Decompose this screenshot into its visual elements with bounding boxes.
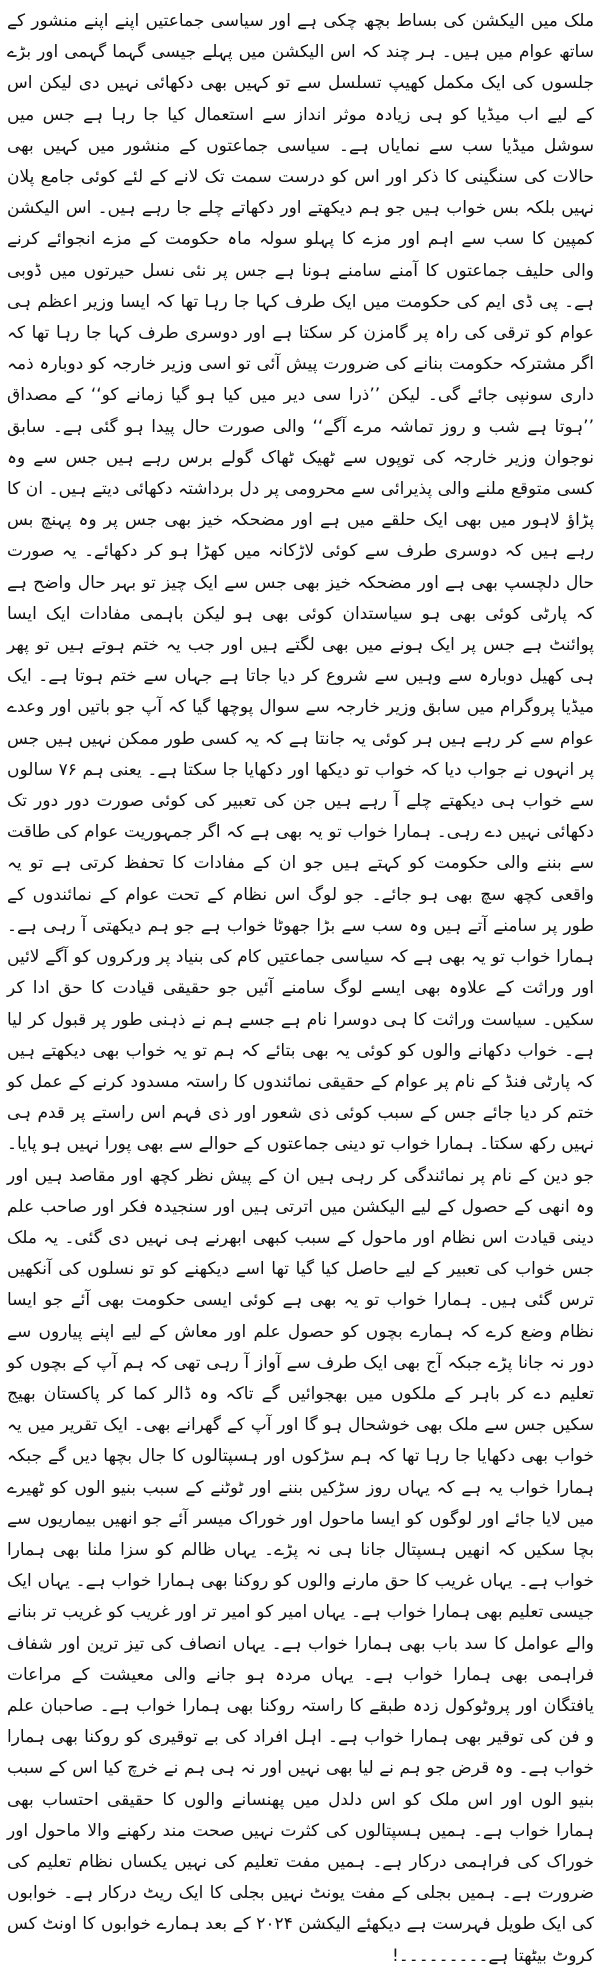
- article-text: ملک میں الیکشن کی بساط بچھ چکی ہے اور سیاسی جماعتیں اپنے اپنے منشور کے ساتھ عوام میں ہیں۔ ہر چند کہ اس الیکشن میں پہلے جیسی گہما گہمی اور بڑے جلسوں کی ایک مکمل کھیپ تسلسل سے تو کہیں بھی دکھائی نہیں دی لیکن اس کے لیے اب میڈیا کو ہی زیادہ موثر انداز سے استعمال کیا جا رہا ہے جس میں سوشل میڈیا سب سے نمایاں ہے۔ سیاسی جماعتوں کے منشور میں کہیں بھی حالات کی سنگینی کا ذکر اور اس کو درست سمت تک لانے کے لئے کوئی جامع پلان نہیں بلکہ بس خواب ہیں جو ہم دیکھتے اور دکھاتے چلے جا رہے ہیں۔ اس الیکشن کمپین کا سب سے اہم اور مزے کا پہلو سولہ ماہ حکومت کے مزے انجوائے کرنے والی حلیف جماعتوں کا آمنے سامنے ہونا ہے جس پر نئی نسل حیرتوں میں ڈوبی ہے۔ پی ڈی ایم کی حکومت میں ایک طرف کہا جا رہا تھا کہ ایسا وزیر اعظم ہی عوام کو ترقی کی راہ پر گامزن کر سکتا ہے اور دوسری طرف کہا جا رہا تھا کہ اگر مشترکہ حکومت بنانے کی ضرورت پیش آئی تو اسی وزیر خارجہ کو دوبارہ ذمہ داری سونپی جائے گی۔ لیکن ’’ذرا سی دیر میں کیا ہو گیا زمانے کو‘‘ کے مصداق ’’ہوتا ہے شب و روز تماشہ مرے آگے‘‘ والی صورت حال پیدا ہو گئی ہے۔ سابق نوجوان وزیر خارجہ کی توپوں سے ٹھیک ٹھاک گولے برس رہے ہیں جس سے وہ کسی متوقع ملنے والی پذیرائی سے محرومی پر دل برداشتہ دکھائی دیتے ہیں۔ ان کا پڑاؤ لاہور میں بھی ایک حلقے میں ہے اور مضحکہ خیز بھی جس پر وہ پہنچ بس رہے ہیں کہ دوسری طرف سے کوئی لاڑکانہ میں کھڑا ہو کر دکھائے۔ یہ صورت حال دلچسپ بھی ہے اور مضحکہ خیز بھی جس سے ایک چیز تو بہر حال واضح ہے کہ پارٹی کوئی بھی ہو سیاستدان کوئی بھی ہو لیکن باہمی مفادات ایک ایسا پوائنٹ ہے جس پر ایک ہونے میں بھی لگتے ہیں اور جب یہ ختم ہوتے ہیں تو پھر ہی کھیل دوبارہ سے وہیں سے شروع کر دیا جاتا ہے جہاں سے ختم ہوتا ہے۔ ایک میڈیا پروگرام میں سابق وزیر خارجہ سے سوال پوچھا گیا کہ آپ جو باتیں اور وعدے عوام سے کر رہے ہیں ہر کوئی یہ جانتا ہے کہ یہ کسی طور ممکن نہیں ہیں جس پر انہوں نے جواب دیا کہ خواب تو دیکھا اور دکھایا جا سکتا ہے۔ یعنی ہم ۷۶ سالوں سے خواب ہی دیکھتے چلے آ رہے ہیں جن کی تعبیر کی کوئی صورت دور دور تک دکھائی نہیں دے رہی۔ ہمارا خواب تو یہ بھی ہے کہ اگر جمہوریت عوام کی طاقت سے بننے والی حکومت کو کہتے ہیں جو ان کے مفادات کا تحفظ کرتی ہے تو یہ واقعی کچھ سچ بھی ہو جائے۔ جو لوگ اس نظام کے تحت عوام کے نمائندوں کے طور پر سامنے آتے ہیں وہ سب سے بڑا جھوٹا خواب ہے جو ہم دیکھتی آ رہی ہے۔ ہمارا خواب تو یہ بھی ہے کہ سیاسی جماعتیں کام کی بنیاد پر ورکروں کو آگے لائیں اور وراثت کے علاوہ بھی ایسے لوگ سامنے آئیں جو حقیقی قیادت کا حق ادا کر سکیں۔ سیاست وراثت کا ہی دوسرا نام ہے جسے ہم نے ذہنی طور پر قبول کر لیا ہے۔ خواب دکھانے والوں کو کوئی یہ بھی بتائے کہ ہم تو یہ خواب بھی دیکھتے ہیں کہ پارٹی فنڈ کے نام پر عوام کے حقیقی نمائندوں کا راستہ مسدود کرنے کے عمل کو ختم کر دیا جائے جس کے سبب کوئی ذی شعور اور ذی فہم اس راستے پر قدم ہی نہیں رکھ سکتا۔ ہمارا خواب تو دینی جماعتوں کے حوالے سے بھی پورا نہیں ہو پایا۔ جو دین کے نام پر نمائندگی کر رہی ہیں ان کے پیش نظر کچھ اور مقاصد ہیں اور وہ انھی کے حصول کے لیے الیکشن میں اترتی ہیں اور سنجیدہ فکر اور صاحب علم دینی قیادت اس نظام اور ماحول کے سبب کبھی ابھرنے ہی نہیں دی گئی۔ یہ ملک جس خواب کی تعبیر کے لیے حاصل کیا گیا تھا اسے دیکھنے کو تو نسلوں کی آنکھیں ترس گئی ہیں۔ ہمارا خواب تو یہ بھی ہے کوئی ایسی حکومت بھی آئے جو ایسا نظام وضع کرے کہ ہمارے بچوں کو حصول علم اور معاش کے لیے اپنے پیاروں سے دور نہ جانا پڑے جبکہ آج بھی ایک طرف سے آواز آ رہی تھی کہ ہم آپ کے بچوں کو تعلیم دے کر باہر کے ملکوں میں بھجوائیں گے تاکہ وہ ڈالر کما کر پاکستان بھیج سکیں جس سے ملک بھی خوشحال ہو گا اور آپ کے گھرانے بھی۔ ایک تقریر میں یہ خواب بھی دکھایا جا رہا تھا کہ ہم سڑکوں اور ہسپتالوں کا جال بچھا دیں گے جبکہ ہمارا خواب یہ ہے کہ یہاں روز سڑکیں بننے اور ٹوٹنے کے سبب بنیو الوں کو ٹھیرے میں لایا جائے اور لوگوں کو ایسا ماحول اور خوراک میسر آئے جو انھیں بیماریوں سے بچا سکیں کہ انھیں ہسپتال جانا ہی نہ پڑے۔ یہاں ظالم کو سزا ملنا بھی ہمارا خواب ہے۔ یہاں غریب کا حق مارنے والوں کو روکنا بھی ہمارا خواب ہے۔ یہاں ایک جیسی تعلیم بھی ہمارا خواب ہے۔ یہاں امیر کو امیر تر اور غریب کو غریب تر بنانے والے عوامل کا سد باب بھی ہمارا خواب ہے۔ یہاں انصاف کی تیز ترین اور شفاف فراہمی بھی ہمارا خواب ہے۔ یہاں مردہ ہو جانے والی معیشت کے مراعات یافتگان اور پروٹوکول زدہ طبقے کا راستہ روکنا بھی ہمارا خواب ہے۔ صاحبان علم و فن کی توقیر بھی ہمارا خواب ہے۔ اہل افراد کی بے توقیری کو روکنا بھی ہمارا خواب ہے۔ وہ قرض جو ہم نے لیا بھی نہیں اور نہ ہی ہم نے خرچ کیا اس کے سبب بنیو الوں اور اس ملک کو اس دلدل میں پھنسانے والوں کا حقیقی احتساب بھی ہمارا خواب ہے۔ ہمیں ہسپتالوں کی کثرت نہیں صحت مند رکھنے والا ماحول اور خوراک کی فراہمی درکار ہے۔ ہمیں مفت تعلیم کی نہیں یکساں نظام تعلیم کی ضرورت ہے۔ ہمیں بجلی کے مفت یونٹ نہیں بجلی کا ایک ریٹ درکار ہے۔ خوابوں کی ایک طویل فہرست ہے دیکھئے الیکشن ۲۰۲۴ کے بعد ہمارے خوابوں کا اونٹ کس کروٹ بیٹھتا ہے۔۔۔۔۔۔۔۔۔!: [7, 11, 594, 1966]
